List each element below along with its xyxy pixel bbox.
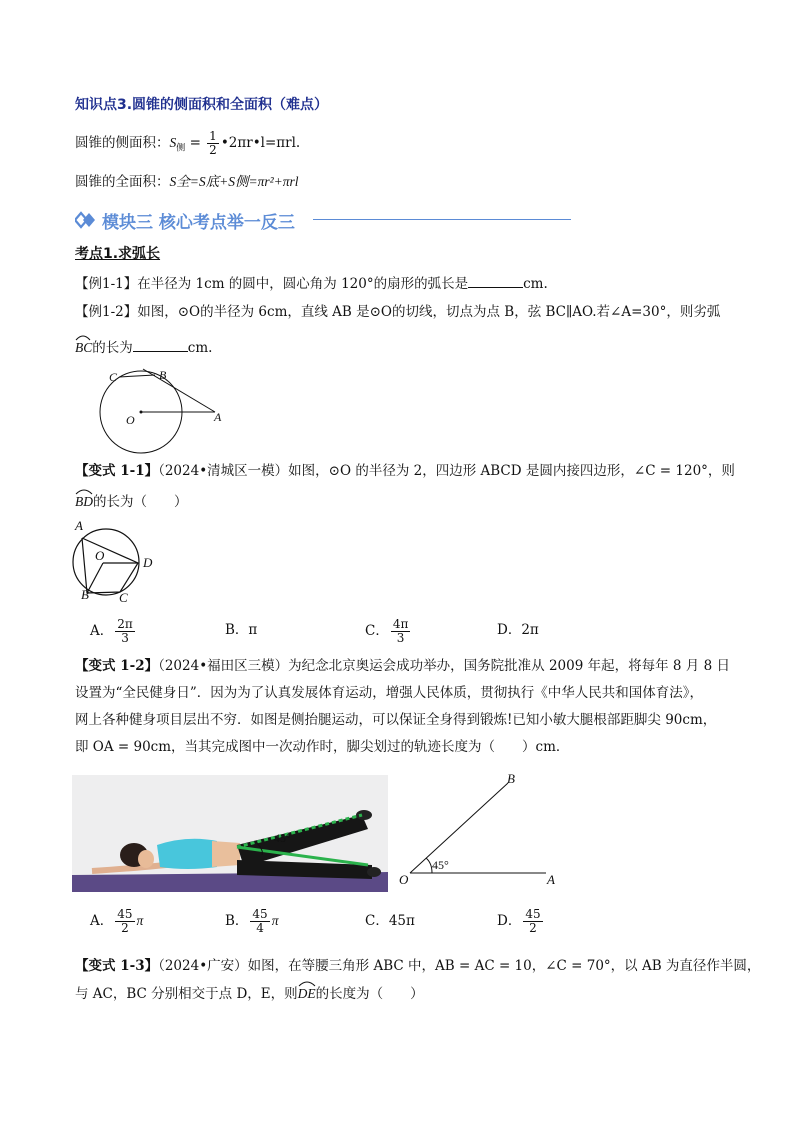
- variant-tag: 【变式 1-3】: [75, 958, 159, 974]
- label-o: O: [399, 872, 409, 887]
- angle-label: 45°: [432, 858, 449, 872]
- variant-source: （2024•广安）: [158, 958, 248, 974]
- module-rule: [313, 219, 571, 220]
- lateral-rest: •2πr•l=πrl.: [220, 135, 301, 151]
- photo-angle-label: 45°: [274, 831, 291, 845]
- option-a[interactable]: A． $\frac{45}{2}$ π: [90, 907, 144, 935]
- variant-source: （2024•福田区三模）: [158, 658, 289, 674]
- option-d[interactable]: D．2π: [497, 622, 539, 638]
- lateral-s: S: [169, 135, 177, 150]
- label-a: A: [547, 872, 555, 887]
- variant-text-2: 的长为（ ）: [93, 494, 188, 510]
- label-d: D: [143, 555, 153, 570]
- example-tag: 【例1-2】: [75, 304, 138, 320]
- total-formula: S全=S底+S侧=πr²+πrl: [169, 174, 299, 189]
- lateral-area-formula: [75, 130, 300, 159]
- variant-source: （2024•清城区一模）: [158, 463, 289, 479]
- variant-1-2-line3: 网上各种健身项目层出不穷．如图是侧抬腿运动，可以保证全身得到锻炼!已知小敏大腿根部距脚尖 90cm，: [75, 712, 717, 728]
- total-prefix: 圆锥的全面积：: [75, 174, 170, 190]
- example-1-1: [75, 273, 548, 294]
- variant-1-2-line2: 设置为“全民健身日”．因为为了认真发展体育运动，增强人民体质，贯彻执行《中华人民共和国体育法》，: [75, 685, 704, 701]
- label-o: O: [126, 413, 135, 427]
- example-text: 如图，⊙O的半径为 6cm，直线 AB 是⊙O的切线，切点为点 B，弦 BC∥AO.若∠A=30°，则劣弧: [137, 304, 721, 320]
- unit: cm.: [523, 276, 548, 292]
- label-b: B: [507, 771, 515, 786]
- variant-1-2-line1: [75, 656, 730, 676]
- variant-1-3-line2: [75, 984, 424, 1004]
- label-a: A: [75, 518, 83, 533]
- variant-1-1: [75, 461, 735, 481]
- module-title: 模块三 核心考点举一反三: [102, 213, 295, 233]
- arc-bd: BD: [75, 492, 93, 512]
- variant-tag: 【变式 1-1】: [75, 463, 159, 479]
- knowledge-point-3-title: 知识点3.圆锥的侧面积和全面积（难点）: [75, 97, 329, 113]
- arc-length-text: 的长为: [92, 340, 133, 356]
- example-1-2: [75, 302, 720, 322]
- unit: cm.: [187, 340, 213, 356]
- label-b: B: [159, 368, 167, 382]
- variant-text: 与 AC，BC 分别相交于点 D，E，则: [75, 986, 298, 1002]
- variant-tag: 【变式 1-2】: [75, 658, 159, 674]
- label-a: A: [214, 410, 222, 424]
- option-c[interactable]: C． $\frac{4\pi}{3}$: [365, 617, 409, 645]
- option-c[interactable]: C．45π: [365, 913, 415, 929]
- variant-text-2: 的长度为（ ）: [315, 986, 424, 1002]
- label-b: B: [81, 587, 89, 602]
- label-c: C: [109, 370, 118, 384]
- variant-text: 如图，⊙O 的半径为 2，四边形 ABCD 是圆内接四边形，∠C = 120°，则: [288, 463, 735, 479]
- label-c: C: [119, 590, 128, 605]
- example-text: 在半径为 1cm 的圆中，圆心角为 120°的扇形的弧长是: [137, 276, 469, 292]
- variant-text: 如图，在等腰三角形 ABC 中，AB = AC = 10，∠C = 70°，以 AB 为直径作半圆，: [247, 958, 761, 974]
- lateral-eq: =: [189, 135, 201, 151]
- example-1-2-cont: [75, 337, 212, 358]
- variant-text: 为纪念北京奥运会成功举办，国务院批准从 2009 年起，将每年 8 月 8 日: [288, 658, 730, 674]
- module-header: [75, 208, 575, 232]
- variant-1-3-line1: [75, 956, 760, 976]
- angle-diagram: [398, 775, 568, 887]
- option-b[interactable]: B．π: [225, 622, 258, 638]
- exam-point-1-title: 考点1.求弧长: [75, 246, 161, 262]
- variant-1-1-cont: [75, 492, 188, 512]
- arc-bc: BC: [75, 338, 92, 358]
- variant-1-2-line4: 即 OA = 90cm，当其完成图中一次动作时，脚尖划过的轨迹长度为（ ）cm．: [75, 739, 570, 755]
- half-fraction: $\frac{1}{2}$: [209, 129, 217, 157]
- exercise-illustration: [72, 775, 388, 892]
- arc-de: DE: [298, 984, 316, 1004]
- double-diamond-icon: [75, 211, 97, 229]
- option-d[interactable]: D． $\frac{45}{2}$: [497, 907, 541, 935]
- option-a[interactable]: A． $\frac{2\pi}{3}$: [90, 617, 133, 645]
- lateral-sub: 侧: [176, 143, 186, 154]
- label-o: O: [95, 548, 105, 563]
- lateral-prefix: 圆锥的侧面积：: [75, 135, 170, 151]
- option-b[interactable]: B． $\frac{45}{4}$ π: [225, 907, 279, 935]
- total-area-formula: [75, 172, 299, 192]
- answer-blank: [468, 273, 523, 288]
- example-tag: 【例1-1】: [75, 276, 138, 292]
- answer-blank: [133, 337, 188, 352]
- leg-raise-photo: [72, 775, 388, 892]
